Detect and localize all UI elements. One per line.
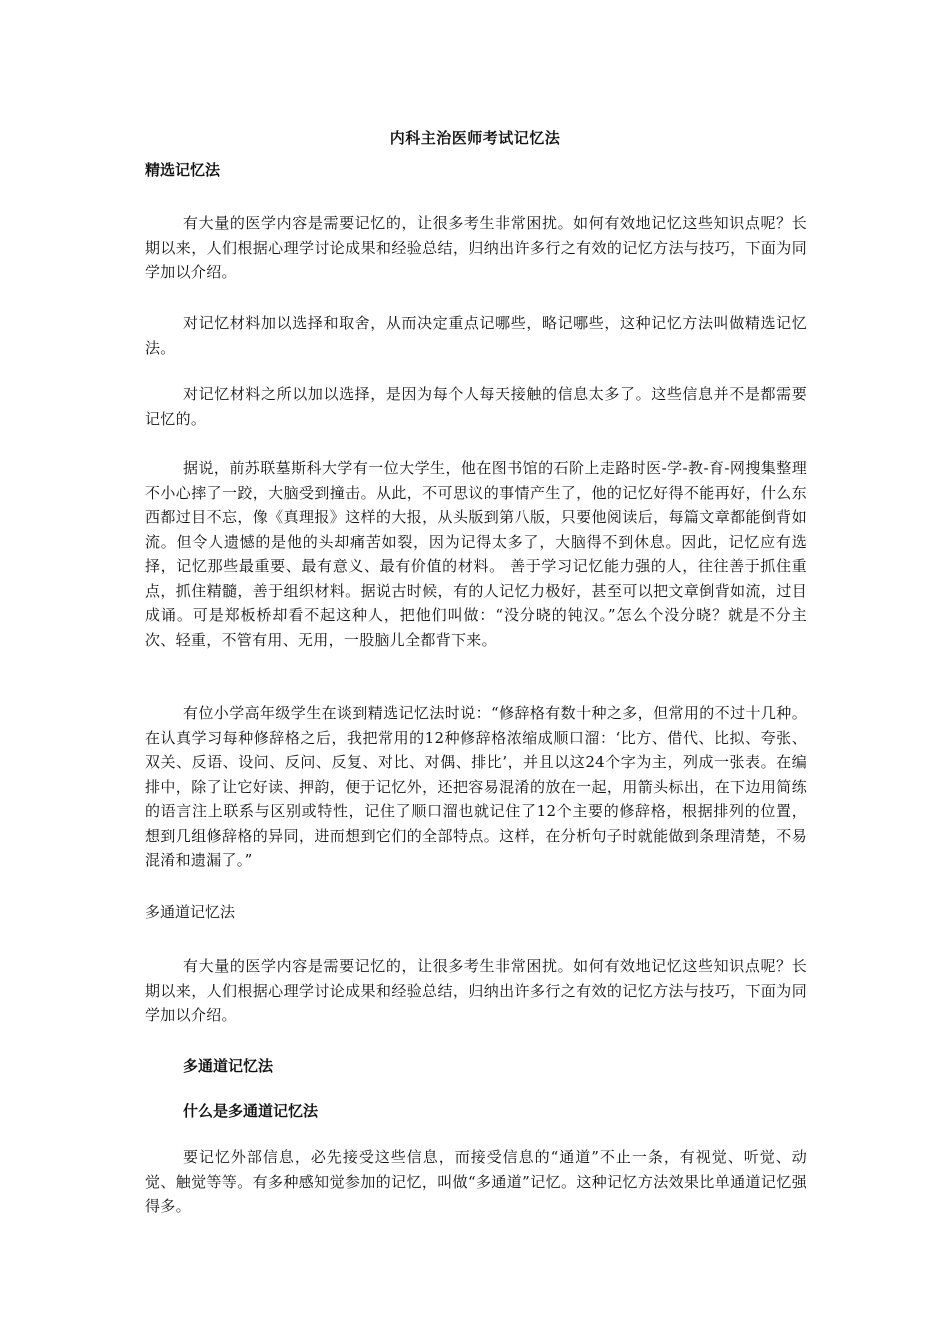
paragraph-reason: 对记忆材料之所以加以选择，是因为每个人每天接触的信息太多了。这些信息并不是都需要记忆的。 bbox=[145, 385, 807, 428]
section-heading-multichannel: 多通道记忆法 bbox=[145, 903, 236, 921]
paragraph-multichannel-definition: 要记忆外部信息，必先接受这些信息，而接受信息的“通道”不止一条，有视觉、听觉、动觉、触觉等等。有多种感知觉参加的记忆，叫做“多通道”记忆。这种记忆方法效果比单通道记忆强得多。 bbox=[145, 1148, 807, 1215]
paragraph-story: 据说，前苏联墓斯科大学有一位大学生，他在图书馆的石阶上走路时医-学-教-育-网搜集整理不小心摔了一跤，大脑受到撞击。从此，不可思议的事情产生了，他的记忆好得不能再好，什么东西都过目不忘，像《真理报》这样的大报，从头版到第八版，只要他阅读后，每篇文章都能倒背如流。但令人遗憾的是他的头却痛苦如裂，因为记得太多了，大脑得不到休息。因此，记忆应有选择，记忆那些最重要、最有意义、最有价值的材料。 善于学习记忆能力强的人，往往善于抓住重点，抓住精髓，善于组织材料。据说古时候，有的人记忆力极好，甚至可以把文章倒背如流，过目成诵。可是郑板桥却看不起这种人，把他们叫做：“没分晓的钝汉。”怎么个没分晓？就是不分主次、轻重，不管有用、无用，一股脑儿全都背下来。 bbox=[145, 459, 807, 649]
paragraph-intro-repeat: 有大量的医学内容是需要记忆的，让很多考生非常困扰。如何有效地记忆这些知识点呢？长期以来，人们根据心理学讨论成果和经验总结，归纳出许多行之有效的记忆方法与技巧，下面为同学加以介绍。 bbox=[145, 957, 807, 1024]
paragraph-intro: 有大量的医学内容是需要记忆的，让很多考生非常困扰。如何有效地记忆这些知识点呢？长期以来，人们根据心理学讨论成果和经验总结，归纳出许多行之有效的记忆方法与技巧，下面为同学加以介绍。 bbox=[145, 214, 807, 281]
subheading-what-is-multichannel: 什么是多通道记忆法 bbox=[183, 1102, 319, 1120]
section-heading-selective-memory: 精选记忆法 bbox=[145, 161, 221, 179]
subheading-multichannel: 多通道记忆法 bbox=[183, 1057, 274, 1075]
paragraph-student-example: 有位小学高年级学生在谈到精选记忆法时说：“修辞格有数十种之多，但常用的不过十几种。在认真学习每种修辞格之后，我把常用的12种修辞格浓缩成顺口溜：‘比方、借代、比拟、夸张、双关、反语、设问、反问、反复、对比、对偶、排比’，并且以这24个字为主，列成一张表。在编排中，除了让它好读、押韵，便于记忆外，还把容易混淆的放在一起，用箭头标出，在下边用简练的语言注上联系与区别或特性，记住了顺口溜也就记住了12个主要的修辞格，根据排列的位置，想到几组修辞格的异同，进而想到它们的全部特点。这样，在分析句子时就能做到条理清楚，不易混淆和遗漏了。” bbox=[145, 704, 807, 869]
document-title: 内科主治医师考试记忆法 bbox=[389, 129, 561, 147]
paragraph-definition: 对记忆材料加以选择和取舍，从而决定重点记哪些，略记哪些，这种记忆方法叫做精选记忆法。 bbox=[145, 314, 807, 357]
